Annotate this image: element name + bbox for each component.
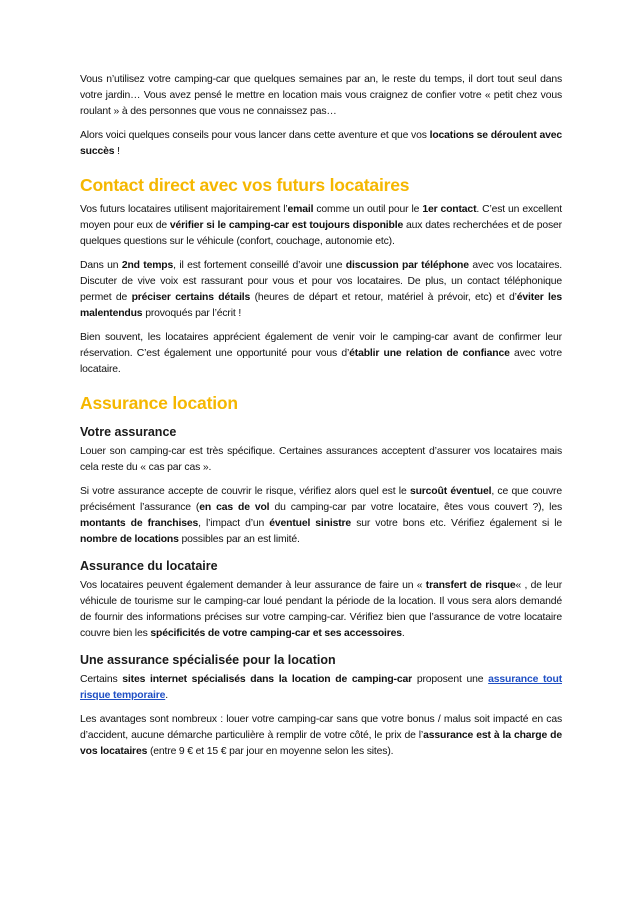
assurance-check-paragraph: Si votre assurance accepte de couvrir le risque, vérifiez alors quel est le surcoût éventuel, ce que couvre précisément l’assurance (en cas de vol du camping-car par votre locataire, êtes vous couvert ?), les montants de franchises, l’impact d’un éventuel sinistre sur votre bons etc. Vérifiez également si le nombre de locations possibles par an est limité. <box>80 486 563 545</box>
avantages-paragraph: Les avantages sont nombreux : louer votre camping-car sans que votre bonus / malus soit impacté en cas d’accident, aucune démarche particulière à remplir de votre côté, le prix de l’assurance est à la charge de vos locataires (entre 9 € et 15 € par jour en moyenne selon les sites). <box>80 714 562 757</box>
subheading-assurance-locataire: Assurance du locataire <box>80 559 218 573</box>
specialisee-paragraph: Certains sites internet spécialisés dans la location de camping-car proposent une assurance tout risque temporaire. <box>80 674 562 701</box>
advice-paragraph: Alors voici quelques conseils pour vous lancer dans cette aventure et que vos locations se déroulent avec succès ! <box>80 130 563 157</box>
heading-assurance: Assurance location <box>80 393 238 413</box>
contact-email-paragraph: Vos futurs locataires utilisent majoritairement l’email comme un outil pour le 1er contact. C’est un excellent moyen pour eux de vérifier si le camping-car est toujours disponible aux dates recherchées et de poser quelques questions sur le véhicule (confort, couchage, autonomie etc). <box>80 204 562 247</box>
assurance-temporaire-link[interactable]: assurance tout risque temporaire <box>80 674 562 701</box>
contact-visit-paragraph: Bien souvent, les locataires apprécient également de venir voir le camping-car avant de confirmer leur réservation. C’est également une opportunité pour vous d’établir une relation de confiance avec votre locataire. <box>80 332 562 375</box>
heading-contact: Contact direct avec vos futurs locataires <box>80 175 410 195</box>
contact-phone-paragraph: Dans un 2nd temps, il est fortement conseillé d’avoir une discussion par téléphone avec vos locataires. Discuter de vive voix est rassurant pour vous et pour vos locataires. De plus, un contact téléphonique permet de préciser certains détails (heures de départ et retour, matériel à prévoir, etc) et d’éviter les malentendus provoqués par l’écrit ! <box>80 260 563 319</box>
subheading-votre-assurance: Votre assurance <box>80 425 177 439</box>
intro-paragraph: Vous n’utilisez votre camping-car que quelques semaines par an, le reste du temps, il dort tout seul dans votre jardin… Vous avez pensé le mettre en location mais vous craignez de confier votre « petit chez vous roulant » à des personnes que vous ne connaissez pas… <box>80 74 562 117</box>
locataire-paragraph: Vos locataires peuvent également demander à leur assurance de faire un « transfert de risque« , de leur véhicule de tourisme sur le camping-car loué pendant la période de la location. Il vous sera alors demandé de fournir des informations précises sur votre camping-car. Vérifiez bien que l’assurance de votre locataire couvre bien les spécificités de votre camping-car et ses accessoires. <box>80 580 563 639</box>
subheading-assurance-specialisee: Une assurance spécialisée pour la location <box>80 653 336 667</box>
assurance-intro-paragraph: Louer son camping-car est très spécifique. Certaines assurances acceptent d’assurer vos locataires mais cela reste du « cas par cas ». <box>80 446 562 473</box>
